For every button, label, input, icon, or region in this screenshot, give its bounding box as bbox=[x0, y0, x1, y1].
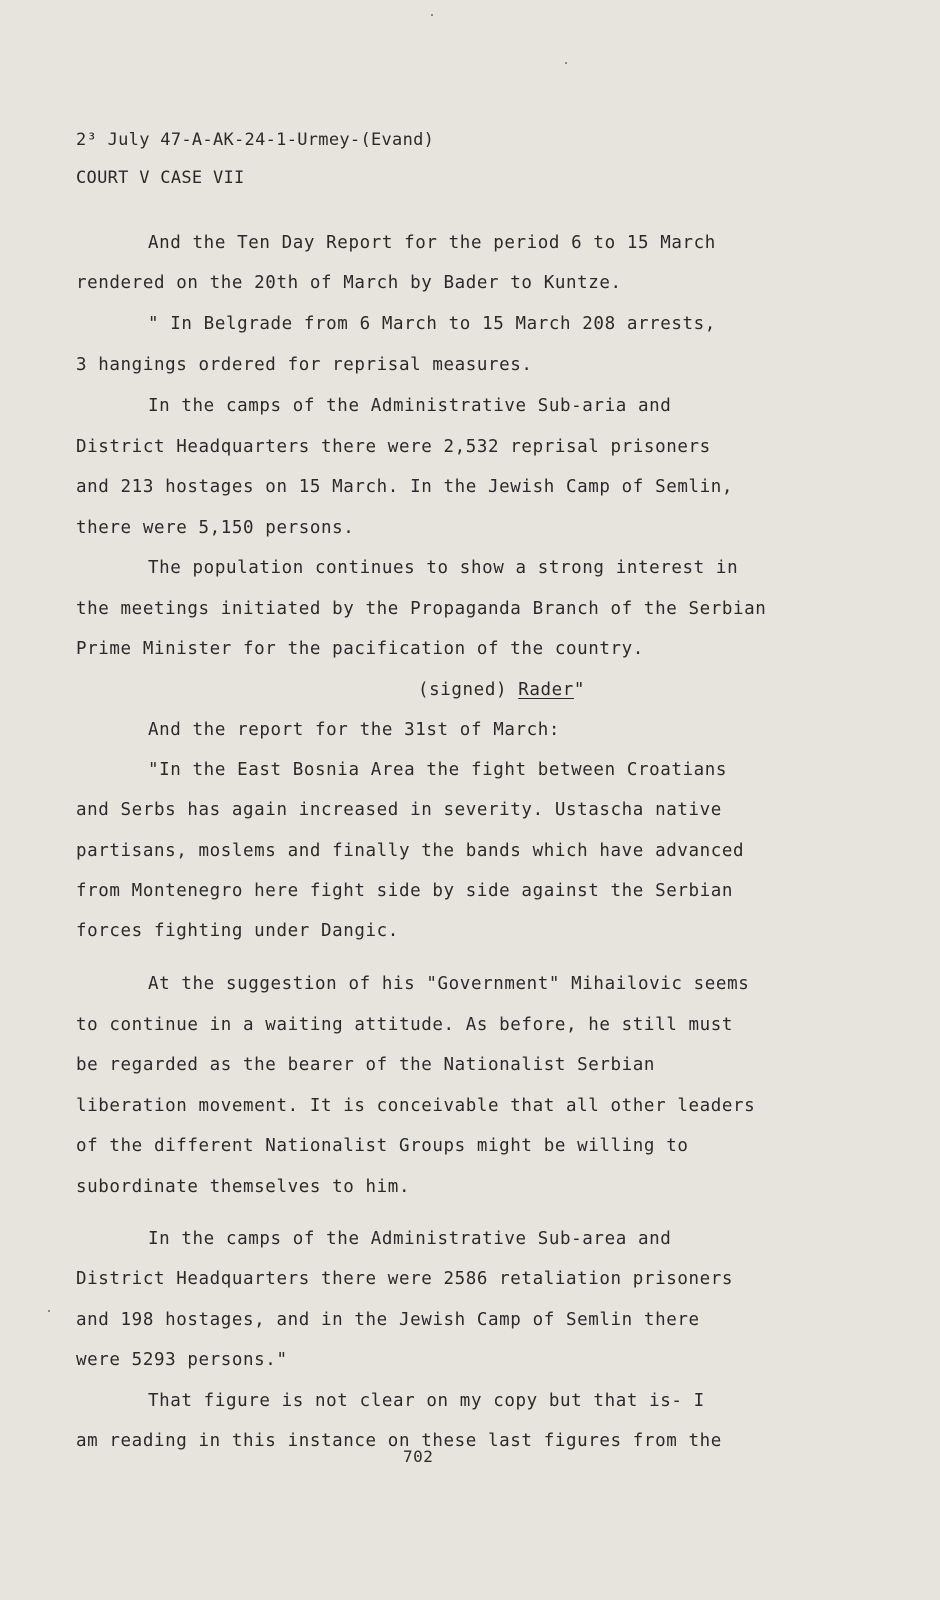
text-line: the meetings initiated by the Propaganda Branch of the Serbian bbox=[76, 599, 767, 619]
paper-speck bbox=[431, 14, 433, 16]
text-line: And the Ten Day Report for the period 6 to 15 March bbox=[148, 233, 716, 253]
paper-speck bbox=[565, 62, 567, 64]
text-line: rendered on the 20th of March by Bader to Kuntze. bbox=[76, 273, 622, 293]
court-case-label: COURT V CASE VII bbox=[76, 168, 245, 188]
signature-name: Rader bbox=[518, 680, 574, 700]
text-line: The population continues to show a strong interest in bbox=[148, 558, 739, 578]
text-line: At the suggestion of his "Government" Mihailovic seems bbox=[148, 974, 750, 994]
text-line: In the camps of the Administrative Sub-area and bbox=[148, 1229, 672, 1249]
text-line: of the different Nationalist Groups might be willing to bbox=[76, 1136, 689, 1156]
text-line: forces fighting under Dangic. bbox=[76, 921, 399, 941]
text-line: District Headquarters there were 2,532 reprisal prisoners bbox=[76, 437, 711, 457]
text-line: and 213 hostages on 15 March. In the Jewish Camp of Semlin, bbox=[76, 477, 734, 497]
text-line: "In the East Bosnia Area the fight between Croatians bbox=[148, 760, 728, 780]
signature-line bbox=[418, 680, 585, 700]
transcript-header: 2³ July 47-A-AK-24-1-Urmey-(Evand) bbox=[76, 130, 435, 150]
text-line: " In Belgrade from 6 March to 15 March 208 arrests, bbox=[148, 314, 716, 334]
text-line: In the camps of the Administrative Sub-aria and bbox=[148, 396, 672, 416]
text-line: Prime Minister for the pacification of the country. bbox=[76, 639, 644, 659]
text-line: District Headquarters there were 2586 retaliation prisoners bbox=[76, 1269, 734, 1289]
text-line: to continue in a waiting attitude. As before, he still must bbox=[76, 1015, 734, 1035]
page-number: 702 bbox=[403, 1447, 434, 1466]
text-line: liberation movement. It is conceivable that all other leaders bbox=[76, 1096, 756, 1116]
text-line: and Serbs has again increased in severity. Ustascha native bbox=[76, 800, 722, 820]
text-line: That figure is not clear on my copy but that is- I bbox=[148, 1391, 705, 1411]
signature-prefix: (signed) bbox=[418, 680, 519, 700]
text-line: 3 hangings ordered for reprisal measures. bbox=[76, 355, 533, 375]
text-line: and 198 hostages, and in the Jewish Camp of Semlin there bbox=[76, 1310, 700, 1330]
text-line: were 5293 persons." bbox=[76, 1350, 288, 1370]
text-line: be regarded as the bearer of the Nationalist Serbian bbox=[76, 1055, 656, 1075]
text-line: And the report for the 31st of March: bbox=[148, 720, 561, 740]
signature-quote: " bbox=[573, 680, 586, 700]
text-line: partisans, moslems and finally the bands which have advanced bbox=[76, 841, 745, 861]
text-line: am reading in this instance on these last figures from the bbox=[76, 1431, 722, 1451]
text-line: subordinate themselves to him. bbox=[76, 1177, 411, 1197]
text-line: there were 5,150 persons. bbox=[76, 518, 355, 538]
text-line: from Montenegro here fight side by side against the Serbian bbox=[76, 881, 734, 901]
paper-speck bbox=[48, 1310, 50, 1312]
